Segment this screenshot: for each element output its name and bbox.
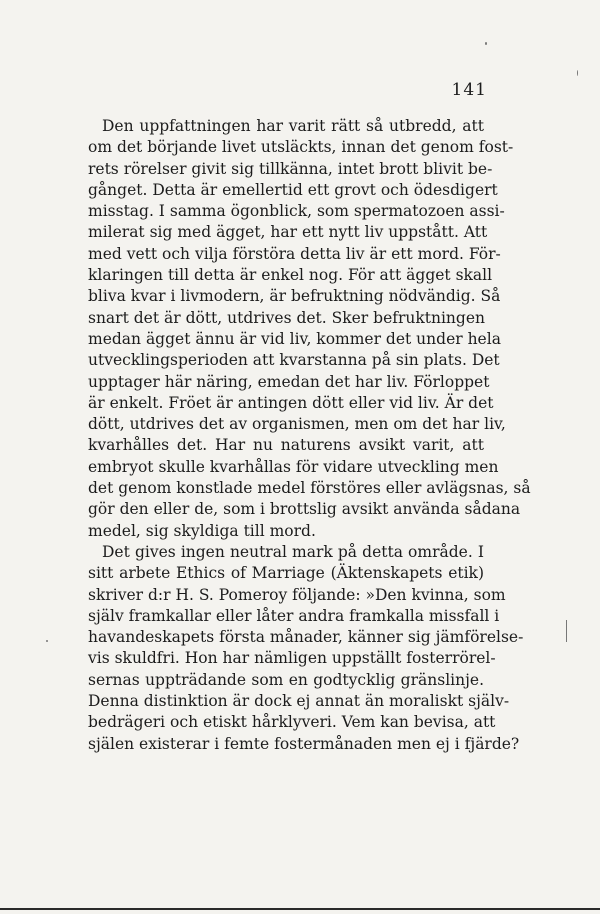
text-line: om det börjande livet utsläckts, innan det genom fost-: [88, 138, 514, 157]
text-line: skriver d:r H. S. Pomeroy följande: »Den kvinna, som: [88, 585, 506, 604]
speck: [485, 42, 487, 45]
text-line: sitt arbete Ethics of Marriage (Äktenskapets etik): [88, 564, 484, 583]
text-line: bliva kvar i livmodern, är befruktning nödvändig. Så: [88, 287, 501, 306]
speck: [577, 70, 578, 76]
text-line: gör den eller de, som i brottslig avsikt använda sådana: [88, 500, 521, 519]
text-line: havandeskapets första månader, känner sig jämförelse-: [88, 628, 524, 647]
text-line: är enkelt. Fröet är antingen dött eller vid liv. Är det: [88, 393, 494, 412]
text-line: utvecklingsperioden att kvarstanna på sin plats. Det: [88, 351, 500, 370]
text-line: det genom konstlade medel förstöres eller avlägsnas, så: [88, 479, 531, 498]
text-line: upptager här näring, emedan det har liv. Förloppet: [88, 372, 490, 391]
text-line: medel, sig skyldiga till mord.: [88, 521, 316, 540]
text-line: Det gives ingen neutral mark på detta område. I: [102, 542, 484, 561]
text-line: bedrägeri och etiskt hårklyveri. Vem kan bevisa, att: [88, 713, 496, 732]
text-line: snart det är dött, utdrives det. Sker befruktningen: [88, 308, 485, 327]
text-line: milerat sig med ägget, har ett nytt liv uppstått. Att: [88, 223, 488, 242]
speck: [46, 640, 48, 642]
text-line: gånget. Detta är emellertid ett grovt och ödesdigert: [88, 180, 498, 199]
text-line: Denna distinktion är dock ej annat än moraliskt själv-: [88, 692, 510, 711]
text-line: Den uppfattningen har varit rätt så utbredd, att: [102, 117, 484, 135]
text-line: sernas uppträdande som en godtycklig gränslinje.: [88, 670, 484, 689]
text-line: rets rörelser givit sig tillkänna, intet brott blivit be-: [88, 159, 493, 178]
text-line: embryot skulle kvarhållas för vidare utveckling men: [88, 457, 499, 476]
bottom-rule: [0, 908, 600, 910]
text-line: dött, utdrives det av organismen, men om det har liv,: [88, 415, 506, 434]
body-text: [88, 116, 531, 755]
text-line: kvarhålles det. Har nu naturens avsikt varit, att: [88, 436, 484, 455]
text-line: själen existerar i femte fostermånaden men ej i fjärde?: [88, 734, 520, 753]
text-line: klaringen till detta är enkel nog. För att ägget skall: [88, 266, 493, 285]
text-line: misstag. I samma ögonblick, som spermatozoen assi-: [88, 202, 505, 221]
text-line: själv framkallar eller låter andra framkalla missfall i: [88, 606, 500, 625]
page-number: 141: [451, 80, 487, 100]
speck: [566, 620, 567, 642]
text-line: vis skuldfri. Hon har nämligen uppställt fosterrörel-: [88, 649, 496, 668]
text-line: medan ägget ännu är vid liv, kommer det under hela: [88, 329, 501, 348]
text-line: med vett och vilja förstöra detta liv är ett mord. För-: [88, 244, 501, 263]
